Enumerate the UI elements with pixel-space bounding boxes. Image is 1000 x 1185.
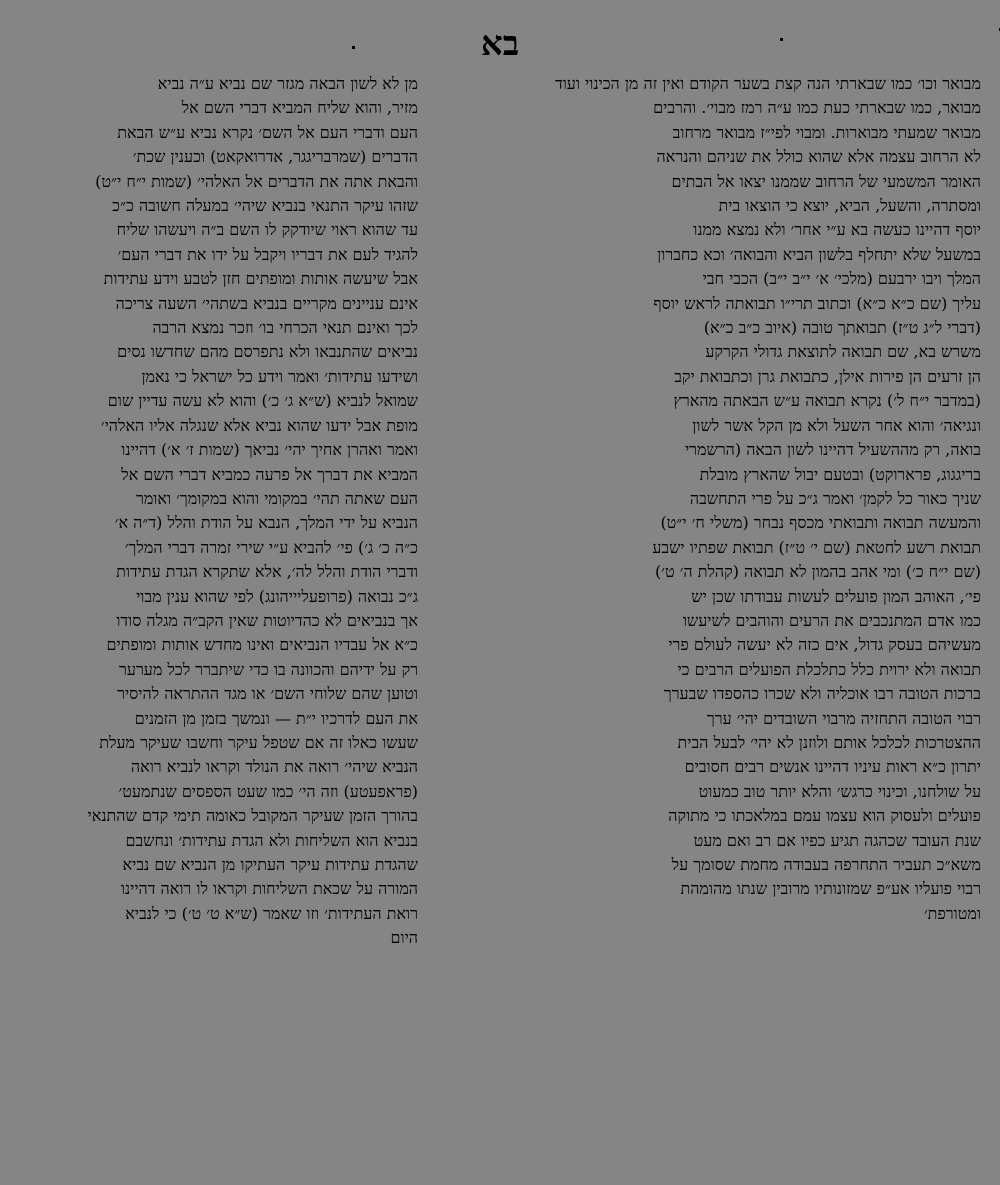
text-line: וטוען שהם שלוחי השם׳ או מגד ההתראה להיסיר [117, 684, 418, 704]
text-line: אינם עניינים מקריים בנביא בשתהי׳ השעה צריכה [115, 293, 418, 313]
text-line: להגיד לעם את דבריו ויקבל על ידו את דברי העם׳ [117, 244, 418, 264]
text-line: ברכות הטובה רבו אוכליה ולא שכרו כהספדו שבערך [663, 684, 981, 704]
text-line: הן זרעים הן פירות אילן, כתבואת גרן וכתבואת יקב [674, 366, 981, 386]
text-line: (פראפעטע) וזה הי׳ כמו שעט הספסים שנתמעט׳ [118, 781, 418, 801]
text-line: ונגיאה׳ והוא אחר השעל ולא מן הקל אשר לשון [692, 415, 981, 435]
text-line: כמו אדם המתנכבים את הרעים והוהבים לשיעשו [682, 610, 981, 630]
text-line: עליך (שם כ״א כ״א) וכתוב תרי״ו תבואתה לראש יוסף [653, 293, 981, 313]
text-line: מזיר, והוא שליח המביא דברי השם אל [181, 98, 418, 118]
text-line: לא הרחוב עצמה אלא שהוא כולל את שניהם והנראה [656, 147, 981, 167]
text-line: ומטורפת׳ [923, 903, 981, 923]
text-line: שזהו עיקר התנאי בנביא שיהי׳ במעלה חשובה כ״כ [112, 196, 418, 216]
text-line: רבוי הטובה התחזיה מרבוי השובדים יהי׳ ערך [706, 708, 981, 728]
text-line: (שם י״ח כ׳) ומי אהב בהמון לא תבואה (קהלת ה׳ ט׳) [655, 562, 981, 582]
text-line: בהורך הזמן שעיקר המקובל כאומה תימי קדם שהתנאי [87, 806, 418, 826]
text-line: כ״א אל עבדיו הנביאים ואינו מחדש אותות ומופתים [106, 635, 418, 655]
text-line: רואת העתידות׳ וזו שאמר (ש״א ט׳ ט׳) כי לנביא [125, 903, 418, 923]
text-line: מבואר שמעתי מבוארות. ומבוי לפי״ז מבואר מרחוב [672, 122, 981, 142]
text-line: שניך כאור כל לקמן׳ ואמר ג״כ על פרי התחשבה [689, 488, 981, 508]
text-line: (במדבר י״ח ל׳) נקרא תבואה ע״ש הבאתה מהארץ [673, 391, 981, 411]
text-line: פי׳, האוהב המון פועלים לעשות עבודתו שכן יש [691, 586, 981, 606]
text-line: לכך ואינם תנאי הכרחי בו׳ וזכר נמצא הרבה [152, 318, 418, 338]
text-line: ואמר ואהרן אחיך יהי׳ נביאך (שמות ז׳ א׳) דהיינו [121, 440, 418, 460]
page-header-title: בא [480, 24, 520, 64]
text-line: הדברים (שמרבריגגר, אדרואקאט) וכענין שכת׳ [132, 147, 418, 167]
text-line: ומסתרה, והשעל, הביא, יוצא כי הוצאו בית [718, 196, 981, 216]
text-line: בריגגוג, פרארוקט) ובטעם יבול שהארץ מובלת [699, 464, 981, 484]
text-line: שהגדת עתידות עיקר העתיקו מן הנביא שם נביא [122, 855, 418, 874]
text-column-right [433, 72, 981, 1014]
text-line: יתרון כ״א ראות עיניו דהיינו אנשים רבים חסובים [684, 757, 981, 777]
text-line: רק על ידיהם והכוונה בו כדי שיתברר לכל מערער [119, 659, 418, 679]
text-line: בואה, רק מההשעיל דהיינו לשון הבאה (הרשמרי [684, 440, 981, 460]
text-line: משרש בא, שם תבואה לתוצאת גדולי הקרקע [705, 342, 981, 362]
text-line: המביא את דברך אל פרעה כמביא דברי השם אל [121, 464, 418, 484]
text-line: ג״כ נבואה (פרופעליייהונג) לפי שהוא ענין מבוי [136, 586, 418, 606]
text-line: רבוי פועליו אע״פ שמזונותיו מרובין שנתו מהומהת [680, 879, 981, 899]
text-line: והמעשה תבואה ותבואתי מכסף נבחר (משלי ח׳ י״ט) [660, 513, 981, 533]
text-line: מעשיהם בעסק גדול, אים כזה לא יעשה לעולם פרי [668, 635, 981, 655]
text-line: ההצטרכות לכלכל אותם ולוזנן לא יהי׳ לבעל הבית [677, 732, 981, 752]
text-line: המורה על שכאת השליחות וקראו לו רואה דהיינו [120, 879, 418, 899]
text-line: תבואת רשע לחטאת (שם י׳ ט״ז) תבואת שפתיו ישבע [652, 537, 981, 557]
text-line: שמואל לנביא (ש״א ג׳ כ׳) והוא לא עשה עדיין שום [107, 391, 418, 411]
text-line: יוסף דהיינו כעשה בא ע״י אחר׳ ולא נמצא ממנו [693, 220, 981, 240]
text-column-left [22, 72, 418, 1032]
text-line: ודברי הודת והלל לה׳, אלא שתקרא הגדת עתידות [116, 562, 418, 582]
text-line: הנביא שיהי׳ רואה את הנולד וקראו לנביא רואה [130, 757, 418, 777]
text-line: על שולחנו, וכינוי כרגש׳ והלא יותר טוב כמעוט [698, 781, 981, 801]
text-line: משא״כ תעביר התחרפה בעבודה מחמת שסומך על [671, 855, 981, 874]
text-line: בנביא הוא השליחות ולא הגדת עתידות׳ ונחשבם [125, 830, 418, 850]
text-line: האומר המשמעי של הרחוב שממנו יצאו אל הבתים [671, 171, 981, 191]
text-line: פועלים ולעסוק הוא עצמו עמם במלאכתו כי מתוקה [668, 806, 981, 826]
text-line: מופת אבל ידעו שהוא נביא אלא שנגלה אליו האלהי׳ [100, 415, 418, 435]
text-line: העם ודברי העם אל השם׳ נקרא נביא ע״ש הבאת [117, 122, 418, 142]
text-line: (דברי ל״ג ט״ז) תבואתך טובה (איוב כ״ב כ״א) [703, 318, 981, 338]
text-line: אבל שיעשה אותות ומופתים חזן לטבע וידע עתידות [103, 269, 418, 289]
text-line: תבואה ולא ירוית כלל כתלכלת הפועלים הרבים כי [677, 659, 981, 679]
text-line: כ״ה כ׳ ג׳) פי׳ להביא ע״י שירי זמרה דברי המלך׳ [124, 537, 418, 557]
text-line: המלך ויבו ירבעם (מלכי׳ א׳ י״ב י״ב) הכבי חבי [702, 269, 981, 289]
text-line: הנביא על ידי המלך, הנבא על הודת והלל (ד״ה א׳ [114, 513, 418, 533]
text-line: את העם לדרכיו י״ת — ונמשך בזמן מן הזמנים [134, 708, 418, 728]
text-line: מבואר, כמו שבארתי כעת כמו ע״ה רמז מבוי׳. והרבים [653, 98, 981, 118]
text-line: העם שאתה תהי׳ במקומי והוא במקומך׳ ואומר [135, 488, 418, 508]
text-line: שעשו כאלו זה אם שטפל עיקר וחשבו שעיקר מעלת [99, 732, 418, 752]
text-line: שנת העובד שכהגה תגיע כפיו אם רב ואם מעט [693, 830, 981, 850]
text-line: מן לא לשון הבאה מגזר שם נביא ע״ה נביא [157, 74, 418, 93]
text-line: אך בנביאים לא כהדיוטות שאין הקב״ה מגלה סודו [116, 610, 418, 630]
scan-speck [780, 38, 783, 41]
text-line: והבאת אתה את הדברים אל האלהי׳ (שמות י״ח י״ט) [95, 171, 418, 191]
text-line: מבואר וכו׳ כמו שבארתי הנה קצת בשער הקודם ואין זה מן הכינוי ועוד [555, 74, 981, 93]
text-line: ושידעו עתידות׳ ואמר וידע כל ישראל כי נאמן [141, 366, 418, 386]
scan-speck [352, 46, 355, 49]
text-line: במשעל שלא יתחלף בלשון הביא והבואה׳ וכא כחברון [657, 244, 981, 264]
text-line: היום [390, 928, 418, 948]
text-line: נביאים שהתנבאו ולא נתפרסם מהם שחדשו נסים [117, 342, 418, 362]
text-line: עד שהוא ראוי שיודקק לו השם ב״ה ויעשהו שליח [116, 220, 418, 240]
